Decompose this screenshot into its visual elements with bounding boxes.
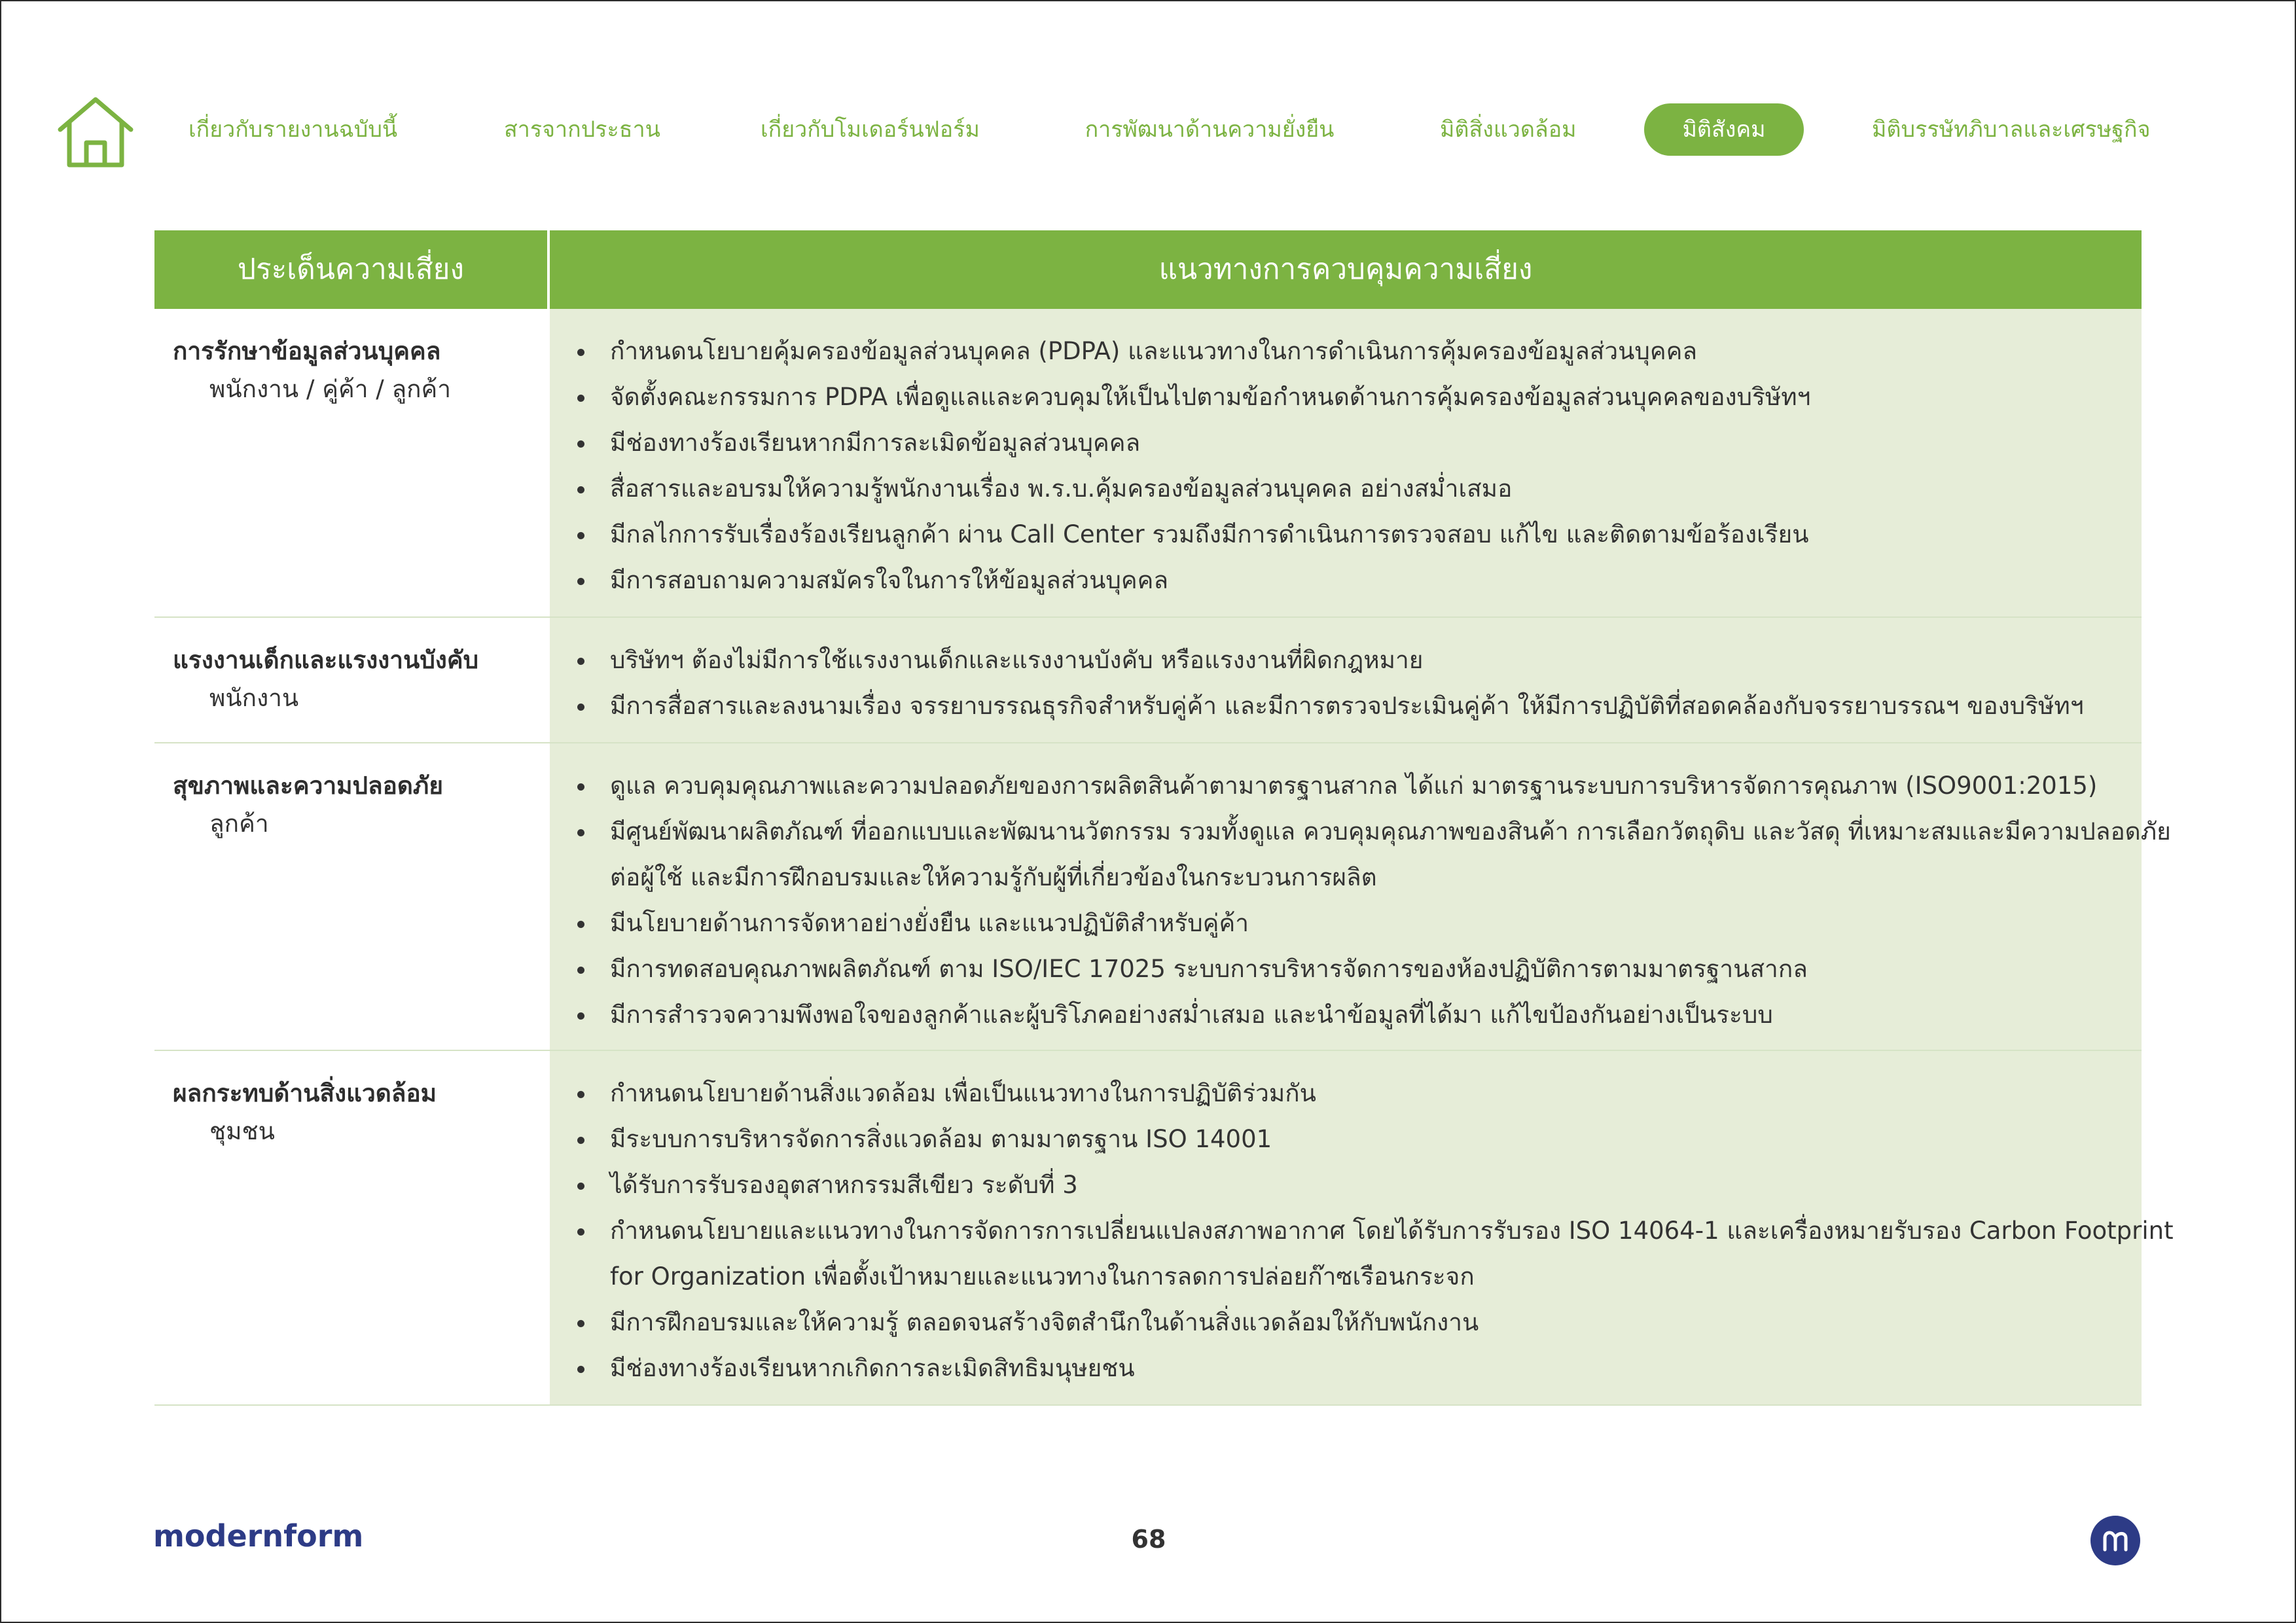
modernform-logo[interactable]: modernform (153, 1518, 364, 1554)
bullet-list (550, 1051, 2174, 1391)
control-cell (550, 618, 2142, 742)
issue-title: สุขภาพและความปลอดภัย (173, 772, 443, 800)
issue-title: แรงงานเด็กและแรงงานบังคับ (173, 646, 479, 674)
nav-about-modernform[interactable]: เกี่ยวกับโมเดอร์นฟอร์ม (761, 116, 980, 143)
issue-title: ผลกระทบด้านสิ่งแวดล้อม (173, 1079, 437, 1107)
nav-governance-economic[interactable]: มิติบรรษัทภิบาลและเศรษฐกิจ (1872, 116, 2151, 143)
list-item: กำหนดนโยบายคุ้มครองข้อมูลส่วนบุคคล (PDPA) และแนวทางในการดำเนินการคุ้มครองข้อมูลส่วนบุคคล (610, 329, 2128, 374)
list-item: กำหนดนโยบายด้านสิ่งแวดล้อม เพื่อเป็นแนวทางในการปฏิบัติร่วมกัน (610, 1071, 2128, 1116)
list-item-text: มีศูนย์พัฒนาผลิตภัณฑ์ ที่ออกแบบและพัฒนานวัตกรรม รวมทั้งดูแล ควบคุมคุณภาพของสินค้า การเลือกวัตถุดิบ และวัสดุ ที่เหมาะสมและมีความปลอดภัย (610, 817, 2171, 846)
list-item: มีช่องทางร้องเรียนหากมีการละเมิดข้อมูลส่วนบุคคล (610, 420, 2128, 466)
list-item-text: กำหนดนโยบายและแนวทางในการจัดการการเปลี่ยนแปลงสภาพอากาศ โดยได้รับการรับรอง ISO 14064-1 และเครื่องหมายรับรอง Carbon Footprint (610, 1217, 2174, 1245)
nav-about-report[interactable]: เกี่ยวกับรายงานฉบับนี้ (188, 116, 398, 143)
list-item: มีการทดสอบคุณภาพผลิตภัณฑ์ ตาม ISO/IEC 17025 ระบบการบริหารจัดการของห้องปฏิบัติการตามมาตรฐานสากล (610, 946, 2128, 992)
list-item: จัดตั้งคณะกรรมการ PDPA เพื่อดูแลและควบคุมให้เป็นไปตามข้อกำหนดด้านการคุ้มครองข้อมูลส่วนบุคคลของบริษัทฯ (610, 374, 2128, 420)
issue-stakeholders: พนักงาน / คู่ค้า / ลูกค้า (209, 375, 452, 403)
table-row (154, 1051, 2174, 1406)
modernform-m-icon (2090, 1516, 2140, 1565)
risk-table (154, 230, 2174, 1406)
table-header (154, 230, 2142, 309)
list-item: สื่อสารและอบรมให้ความรู้พนักงานเรื่อง พ.ร.บ.คุ้มครองข้อมูลส่วนบุคคล อย่างสม่ำเสมอ (610, 466, 2128, 512)
bullet-list (550, 618, 2142, 729)
table-row (154, 309, 2142, 618)
list-item: บริษัทฯ ต้องไม่มีการใช้แรงงานเด็กและแรงงานบังคับ หรือแรงงานที่ผิดกฎหมาย (610, 637, 2128, 683)
control-cell (550, 309, 2142, 616)
control-cell (550, 1051, 2174, 1404)
list-item: มีระบบการบริหารจัดการสิ่งแวดล้อม ตามมาตรฐาน ISO 14001 (610, 1116, 2128, 1162)
list-item: ดูแล ควบคุมคุณภาพและความปลอดภัยของการผลิตสินค้าตามาตรฐานสากล ได้แก่ มาตรฐานระบบการบริหารจัดการคุณภาพ (ISO9001:2015) (610, 763, 2128, 809)
page-number: 68 (1131, 1525, 1166, 1554)
bullet-list (550, 743, 2171, 1038)
issue-stakeholders: ลูกค้า (209, 810, 269, 838)
list-item (610, 809, 2171, 901)
issue-title: การรักษาข้อมูลส่วนบุคคล (173, 337, 441, 365)
list-item: ได้รับการรับรองอุตสาหกรรมสีเขียว ระดับที่ 3 (610, 1162, 2128, 1208)
header-risk-control: แนวทางการควบคุมความเสี่ยง (550, 230, 2142, 309)
list-item: มีกลไกการรับเรื่องร้องเรียนลูกค้า ผ่าน Call Center รวมถึงมีการดำเนินการตรวจสอบ แก้ไข และติดตามข้อร้องเรียน (610, 512, 2128, 558)
table-row (154, 743, 2171, 1051)
list-item (610, 1208, 2174, 1300)
brand-badge[interactable] (2090, 1516, 2140, 1565)
issue-stakeholders: พนักงาน (209, 684, 299, 712)
bullet-list (550, 309, 2142, 603)
top-navigation (0, 103, 2296, 156)
nav-social[interactable]: มิติสังคม (1644, 103, 1804, 156)
list-item: มีช่องทางร้องเรียนหากเกิดการละเมิดสิทธิมนุษยชน (610, 1346, 2128, 1391)
header-risk-issue: ประเด็นความเสี่ยง (154, 230, 547, 309)
list-item: มีการฝึกอบรมและให้ความรู้ ตลอดจนสร้างจิตสำนึกในด้านสิ่งแวดล้อมให้กับพนักงาน (610, 1300, 2128, 1346)
issue-cell (173, 641, 539, 717)
issue-stakeholders: ชุมชน (209, 1117, 275, 1145)
nav-environmental[interactable]: มิติสิ่งแวดล้อม (1440, 116, 1577, 143)
control-cell (550, 743, 2171, 1050)
list-item-continuation: ต่อผู้ใช้ และมีการฝึกอบรมและให้ความรู้กับผู้ที่เกี่ยวข้องในกระบวนการผลิต (610, 863, 1377, 891)
nav-sustainability-development[interactable]: การพัฒนาด้านความยั่งยืน (1085, 116, 1335, 143)
list-item: มีนโยบายด้านการจัดหาอย่างยั่งยืน และแนวปฏิบัติสำหรับคู่ค้า (610, 901, 2128, 946)
list-item: มีการสื่อสารและลงนามเรื่อง จรรยาบรรณธุรกิจสำหรับคู่ค้า และมีการตรวจประเมินคู่ค้า ให้มีการปฏิบัติที่สอดคล้องกับจรรยาบรรณฯ ของบริษัทฯ (610, 683, 2128, 729)
table-row (154, 618, 2142, 743)
nav-chairman-message[interactable]: สารจากประธาน (504, 116, 660, 143)
issue-cell (173, 1075, 539, 1150)
issue-cell (173, 767, 539, 843)
list-item: มีการสอบถามความสมัครใจในการให้ข้อมูลส่วนบุคคล (610, 558, 2128, 603)
list-item: มีการสำรวจความพึงพอใจของลูกค้าและผู้บริโภคอย่างสม่ำเสมอ และนำข้อมูลที่ได้มา แก้ไขป้องกันอย่างเป็นระบบ (610, 992, 2128, 1038)
issue-cell (173, 332, 539, 408)
list-item-continuation: for Organization เพื่อตั้งเป้าหมายและแนวทางในการลดการปล่อยก๊าซเรือนกระจก (610, 1262, 1475, 1291)
